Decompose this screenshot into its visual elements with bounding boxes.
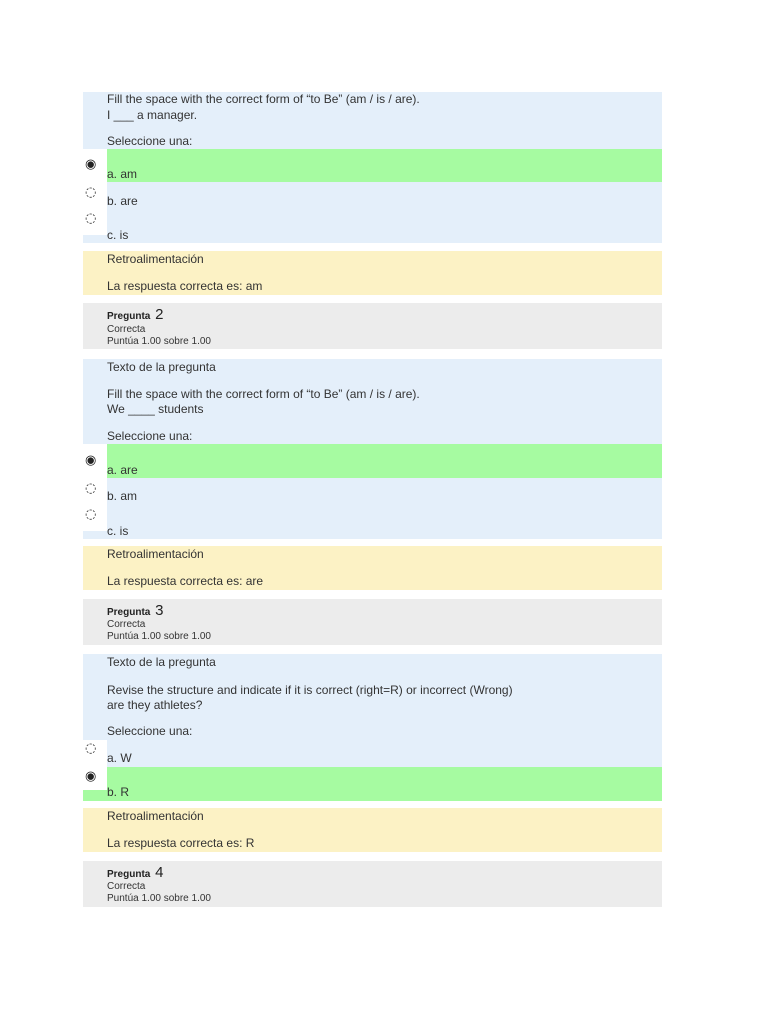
feedback-label: Retroalimentación [107,809,204,823]
question-number: 2 [155,306,164,323]
radio-selected-icon[interactable]: ◉ [85,769,97,784]
feedback-answer: La respuesta correcta es: am [107,279,263,293]
option-label: b. am [107,489,138,503]
question-4-title [107,864,163,881]
question-1-text-block [83,92,662,149]
question-3-feedback [83,808,662,852]
option-label: a. are [107,463,138,477]
option-label: c. is [107,524,129,538]
question-3-prompt-line1: Revise the structure and indicate if it is correct (right=R) or incorrect (Wrong) [107,683,513,697]
question-4-status: Correcta [107,881,146,892]
option-label: b. R [107,785,130,799]
question-4-score: Puntúa 1.00 sobre 1.00 [107,893,211,904]
question-number: 4 [155,864,164,881]
question-2-status: Correcta [107,324,146,335]
question-1-prompt-line2: I ___ a manager. [107,108,198,122]
question-3-select-label: Seleccione una: [107,724,193,738]
question-2-option-a[interactable] [83,444,662,478]
question-2-text-label: Texto de la pregunta [107,360,216,374]
question-1-option-b[interactable] [83,182,662,209]
option-label: c. is [107,228,129,242]
question-1-option-a[interactable] [83,149,662,182]
question-2-feedback [83,546,662,590]
question-1-select-label: Seleccione una: [107,134,193,148]
question-2-select-label: Seleccione una: [107,429,193,443]
question-title-word: Pregunta [107,869,151,880]
question-2-score: Puntúa 1.00 sobre 1.00 [107,336,211,347]
question-3-info [83,599,662,645]
radio-unselected-icon[interactable]: ◌ [85,211,97,226]
question-2-prompt-line1: Fill the space with the correct form of “to Be” (am / is / are). [107,387,420,401]
radio-unselected-icon[interactable]: ◌ [85,481,97,496]
question-1-feedback [83,251,662,295]
question-title-word: Pregunta [107,607,151,618]
question-3-score: Puntúa 1.00 sobre 1.00 [107,631,211,642]
question-4-info [83,861,662,907]
question-2-info [83,303,662,349]
feedback-label: Retroalimentación [107,252,204,266]
question-2-option-c[interactable] [83,505,662,539]
question-title-word: Pregunta [107,311,151,322]
question-3-option-a-label[interactable]: a. W [107,751,132,765]
feedback-answer: La respuesta correcta es: are [107,574,264,588]
radio-selected-icon[interactable]: ◉ [85,453,97,468]
question-2-text-block [83,359,662,444]
question-3-status: Correcta [107,619,146,630]
radio-selected-icon[interactable]: ◉ [85,157,97,172]
question-number: 3 [155,602,164,619]
question-3-prompt-line2: are they athletes? [107,698,203,712]
question-2-title [107,306,163,323]
question-1-prompt-line1: Fill the space with the correct form of “to Be” (am / is / are). [107,92,420,106]
feedback-label: Retroalimentación [107,547,204,561]
question-3-text-label: Texto de la pregunta [107,655,216,669]
radio-unselected-icon[interactable]: ◌ [85,507,97,522]
question-3-option-b[interactable] [83,767,662,801]
question-2-prompt-line2: We ____ students [107,402,204,416]
radio-unselected-icon[interactable]: ◌ [85,741,97,756]
option-label: b. are [107,194,138,208]
feedback-answer: La respuesta correcta es: R [107,836,255,850]
question-3-title [107,602,163,619]
question-2-option-b[interactable] [83,478,662,505]
question-3-text-block [83,654,662,767]
radio-unselected-icon[interactable]: ◌ [85,185,97,200]
option-label: a. am [107,167,138,181]
question-1-option-c[interactable] [83,209,662,243]
